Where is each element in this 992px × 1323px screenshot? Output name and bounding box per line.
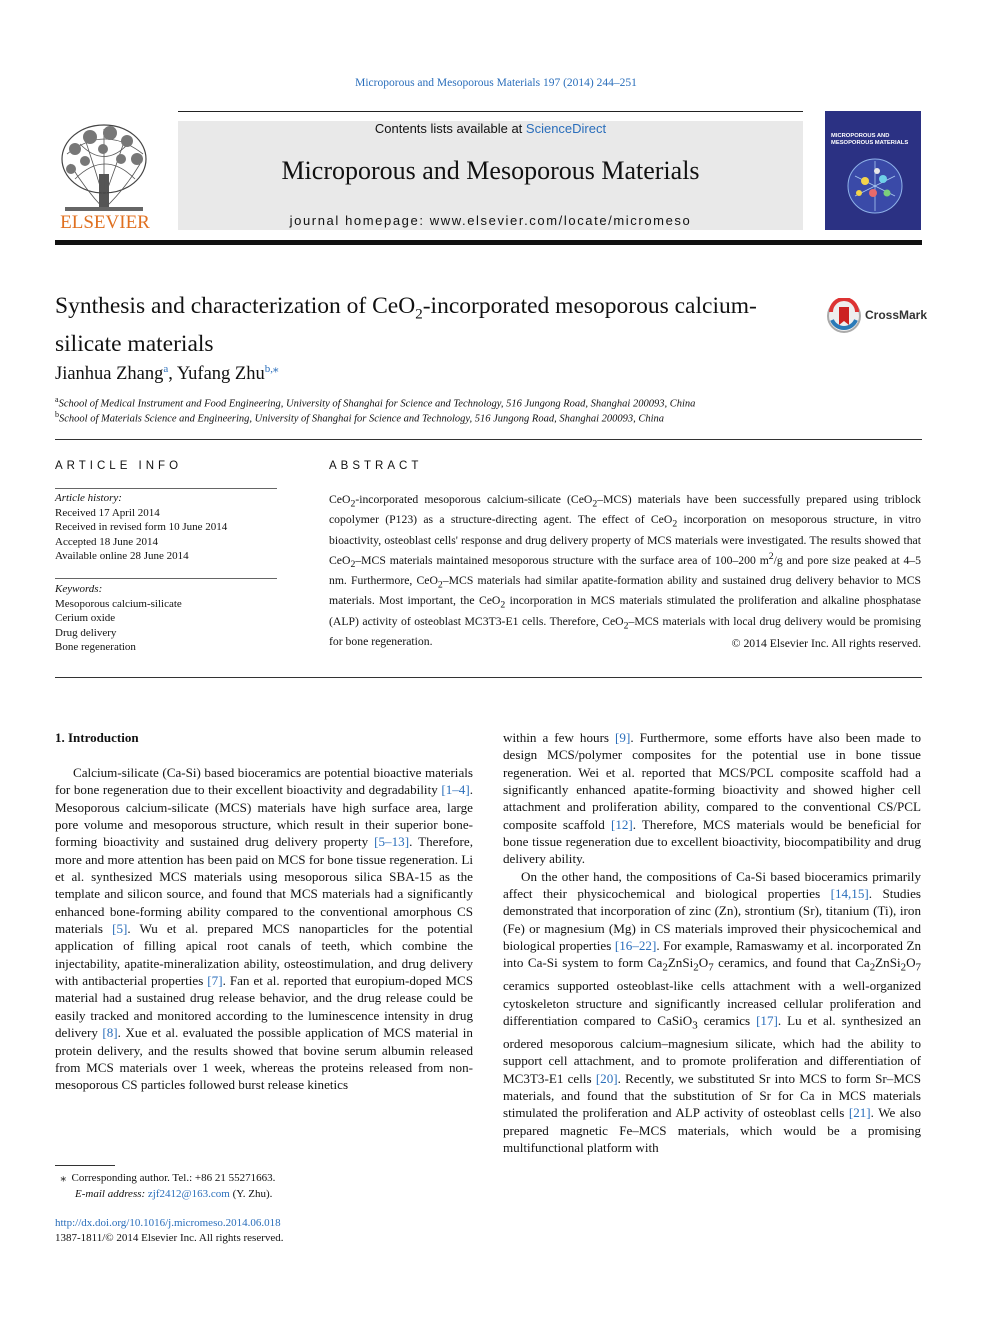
citation-link[interactable]: [12] <box>610 816 633 832</box>
paragraph: On the other hand, the compositions of Ca-Si based bioceramics primarily affect their physicochemical and biological properties [14,15]. Studies demonstrated that incorporation of zinc (Zn), strontium (Sr), titanium (Ti), iron (Fe) or magnesium (Mg) in CS materials improved their physicochemical and biological properties [16–22]. For example, Ramaswamy et al. incorporated Zn into Ca-Si system to form $Ca_2ZnSi_2O_7$ ceramics, and found that $Ca_2ZnSi_2O_7$ ceramics supported osteoblast-like cells attachment with a well-organized cytoskeleton structure and significantly increased cellular proliferation and differentiation compared to CaSiO$_3$ ceramics [17]. Lu et al. synthesized an ordered mesoporous calcium–magnesium silicate, which had the ability to support cell attachment, and to promote proliferation and differentiation of MC3T3-E1 cells [20]. Recently, we substituted Sr into MCS to form Sr–MCS materials, and found that the substitution of Sr for Ca in MCS materials stimulated the proliferation and ALP activity of osteoblast cells [21]. We also prepared magnetic Fe–MCS materials, which would be a promising multifunctional platform with <box>503 868 922 1156</box>
article-history <box>55 491 285 564</box>
author-name[interactable]: Yufang Zhu <box>176 364 265 385</box>
elsevier-logo <box>55 119 155 234</box>
article-title <box>55 292 795 359</box>
citation-link[interactable]: [9] <box>615 730 631 745</box>
journal-reference[interactable]: Microporous and Mesoporous Materials 197 (2014) 244–251 <box>355 77 637 89</box>
divider <box>55 578 277 579</box>
contents-prefix: Contents lists available at <box>374 121 526 136</box>
affiliation-a <box>55 395 695 410</box>
crossmark-badge[interactable] <box>826 298 926 334</box>
journal-title: Microporous and Mesoporous Materials <box>281 156 700 185</box>
citation-link[interactable]: [5] <box>112 921 128 937</box>
citation-link[interactable]: [21] <box>848 1105 871 1121</box>
crossmark-label: CrossMark <box>865 308 928 322</box>
article-info-heading: ARTICLE INFO <box>55 460 183 472</box>
sciencedirect-link[interactable]: ScienceDirect <box>525 121 607 136</box>
history-online: Available online 28 June 2014 <box>55 550 189 562</box>
citation-link[interactable]: [17] <box>756 1013 778 1029</box>
cover-title-line-1: MICROPOROUS AND <box>831 133 890 139</box>
affiliation-mark: b <box>55 410 59 419</box>
affiliation-marker[interactable]: b,⁎ <box>264 363 279 375</box>
affiliation-mark: a <box>55 395 59 404</box>
footnote <box>55 1170 475 1202</box>
elsevier-wordmark: ELSEVIER <box>60 212 150 233</box>
footnote-star: ⁎ <box>60 1172 66 1184</box>
author-separator: , <box>168 364 177 385</box>
history-label: Article history: <box>55 492 122 504</box>
footnote-text: Corresponding author. Tel.: +86 21 55271663. <box>71 1172 276 1184</box>
issn-line: 1387-1811/© 2014 Elsevier Inc. All rights reserved. <box>55 1232 284 1244</box>
contents-line <box>178 121 803 136</box>
cover-molecule-icon <box>825 151 921 221</box>
crossmark-icon <box>826 298 862 334</box>
header-rule-thick <box>55 240 922 245</box>
divider <box>55 488 277 489</box>
email-link[interactable]: zjf2412@163.com <box>147 1188 230 1200</box>
history-accepted: Accepted 18 June 2014 <box>55 535 158 548</box>
citation-link[interactable]: [16–22] <box>614 938 657 954</box>
corresponding-author <box>55 1170 475 1186</box>
citation-link[interactable]: [20] <box>595 1070 618 1086</box>
header-rule <box>178 111 803 112</box>
keyword: Bone regeneration <box>55 641 136 653</box>
citation-link[interactable]: [1–4] <box>441 782 470 798</box>
history-received: Received 17 April 2014 <box>55 506 160 519</box>
doi-block <box>55 1216 284 1246</box>
affiliation-text: School of Materials Science and Engineering, University of Shanghai for Science and Technology, 516 Jungong Road, Shanghai 200093, China <box>59 413 665 425</box>
keyword: Cerium oxide <box>55 612 116 624</box>
homepage-url[interactable]: www.elsevier.com/locate/micromeso <box>429 213 692 228</box>
footnote-rule <box>55 1165 115 1166</box>
section-heading: 1. Introduction <box>55 730 139 745</box>
citation-link[interactable]: [8] <box>102 1025 118 1041</box>
abstract-body: CeO$_2$-incorporated mesoporous calcium-silicate (CeO$_2$–MCS) materials have been successfully prepared using triblock copolymer (P123) as a structure-directing agent. The effect of CeO$_2$ incorporation on mesoporous structure, in vitro bioactivity, osteoblast cells' response and drug delivery property of MCS materials were investigated. The results showed that CeO$_2$–MCS materials maintained mesoporous structure with the surface area of 100–200 $m^2/g$ and pore size peaked at 4–5 nm. Furthermore, CeO$_2$–MCS materials had similar apatite-formation ability and sustained drug delivery behavior to MCS materials. Most important, the CeO$_2$ incorporation in MCS materials stimulated the proliferation and alkaline phosphatase (ALP) activity of osteoblast MC3T3-E1 cells. Therefore, CeO$_2$–MCS materials with local drug delivery would be promising for bone regeneration. <box>329 493 921 648</box>
body-column-left <box>55 764 473 1094</box>
affiliation-text: School of Medical Instrument and Food Engineering, University of Shanghai for Science and Technology, 516 Jungong Road, Shanghai 200093, China <box>58 398 696 410</box>
journal-homepage <box>178 213 803 228</box>
citation-link[interactable]: [7] <box>207 973 223 989</box>
authors <box>55 362 278 385</box>
title-text-1: Synthesis and characterization of CeO <box>55 293 416 319</box>
cover-title <box>831 133 908 147</box>
email-suffix: (Y. Zhu). <box>229 1188 273 1200</box>
abstract-copyright: © 2014 Elsevier Inc. All rights reserved. <box>731 637 921 650</box>
journal-cover[interactable] <box>825 111 921 230</box>
abstract-heading: ABSTRACT <box>329 460 423 472</box>
title-subscript: 2 <box>415 306 423 323</box>
citation-link[interactable]: [5–13] <box>374 834 410 850</box>
author-name[interactable]: Jianhua Zhang <box>55 364 164 385</box>
paragraph: Calcium-silicate (Ca-Si) based bioceramics are potential bioactive materials for bone regeneration due to their excellent bioactivity and degradability [1–4]. Mesoporous calcium-silicate (MCS) materials have high surface area, large pore volume and mesoporous structure, which result in their superior bone-forming bioactivity and sustained drug delivery property [5–13]. Therefore, more and more attention has been paid on MCS for bone tissue regeneration. Li et al. synthesized MCS materials using mesoporous silica SBA-15 as the template and silicon source, and found that MCS materials had a significantly enhanced bone-forming ability compared to the conventional amorphous CS materials [5]. Wu et al. prepared MCS nanoparticles for the potential application of filling apical root canals of teeth, which combine the injectability, apatite-mineralization ability, osteostimulation, and drug delivery with antibacterial properties [7]. Fan et al. reported that europium-doped MCS material had a sustained drug release behavior, and the drug release could be easily tracked and monitored according to the luminescence intensity in drug delivery [8]. Xue et al. evaluated the possible application of MCS material in protein delivery, and the results showed that bovine serum albumin released from MCS materials over 1 week, whereas the proteins released from non-mesoporous CS particles followed burst release kinetics <box>55 765 474 1093</box>
keyword: Drug delivery <box>55 626 117 639</box>
divider <box>55 439 922 440</box>
body-column-right <box>503 729 921 1156</box>
divider <box>55 677 922 678</box>
title-text-2: -incorporated mesoporous calcium-silicate materials <box>55 293 757 357</box>
keyword: Mesoporous calcium-silicate <box>55 597 182 610</box>
affiliation-marker[interactable]: a <box>163 363 169 375</box>
citation-link[interactable]: [14,15] <box>830 886 869 902</box>
keywords-label: Keywords: <box>55 583 103 595</box>
affiliation-b <box>55 410 664 425</box>
homepage-prefix: journal homepage: <box>289 213 430 228</box>
email-label: E-mail address: <box>75 1188 148 1200</box>
paragraph: within a few hours [9]. Furthermore, some efforts have also been made to design MCS/polymer composites for the potential use in bone tissue regeneration. Wei et al. reported that MCS/PCL composite scaffold had a significantly enhanced apatite-forming bioactivity and showed higher cell attachment and proliferation ability, compared to the conventional CS/PCL composite scaffold [12]. Therefore, MCS materials would be beneficial for bone tissue regeneration due to excellent bioactivity, biocompatibility and drug delivery ability. <box>503 730 922 867</box>
history-revised: Received in revised form 10 June 2014 <box>55 521 228 533</box>
email-line <box>55 1186 475 1202</box>
cover-title-line-2: MESOPOROUS MATERIALS <box>831 140 909 146</box>
doi-link[interactable]: http://dx.doi.org/10.1016/j.micromeso.2014.06.018 <box>55 1217 281 1229</box>
keywords <box>55 582 285 655</box>
